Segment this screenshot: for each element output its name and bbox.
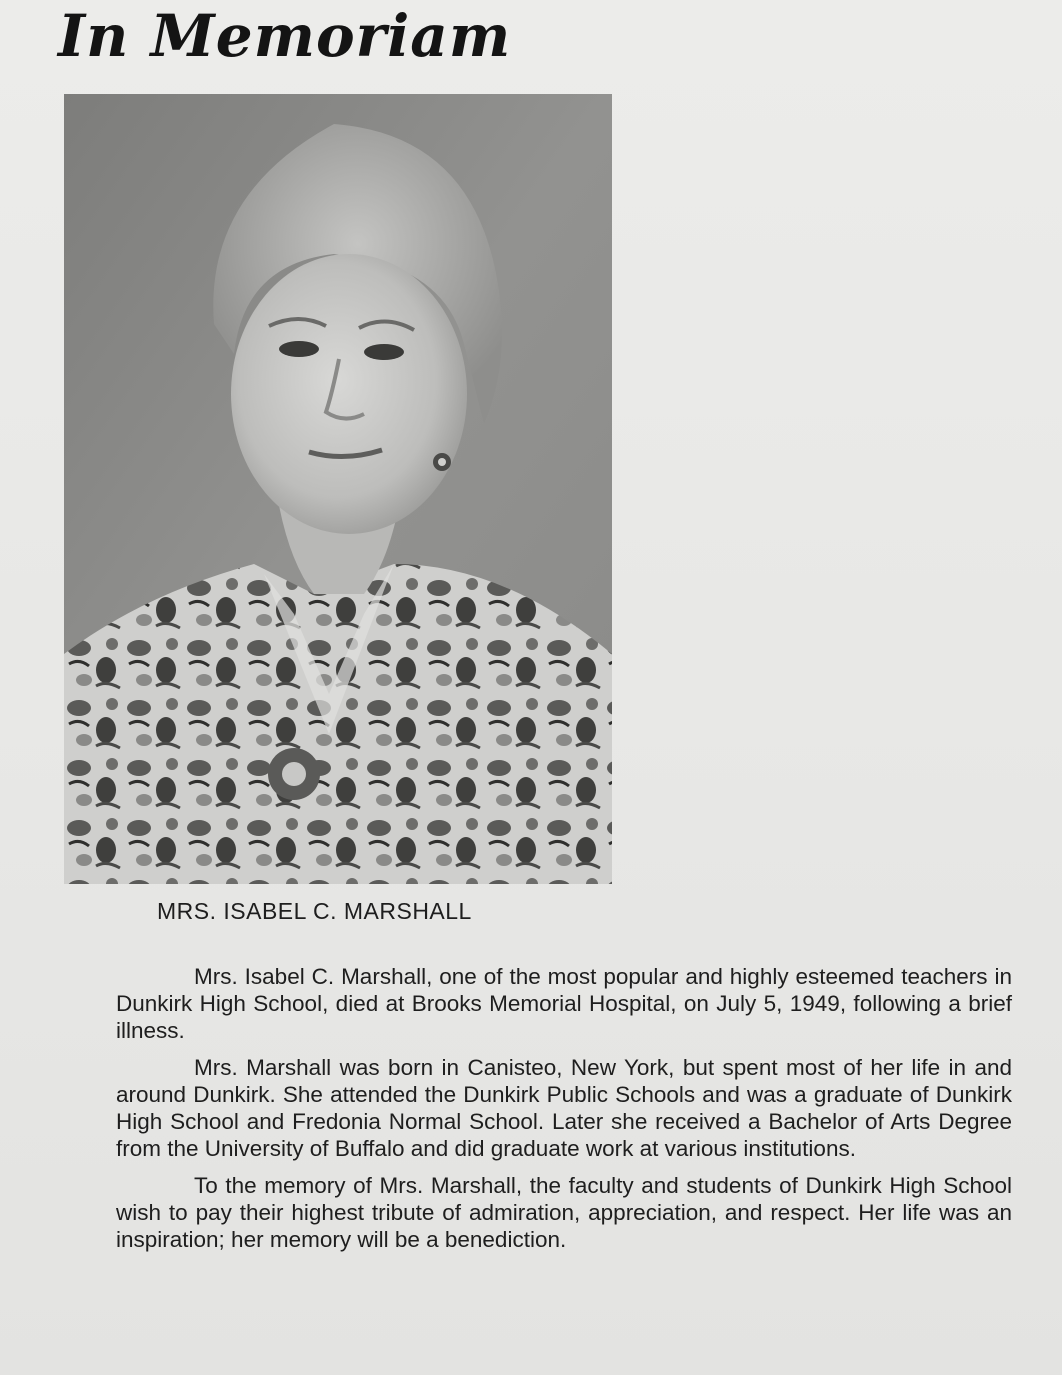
- paragraph: Mrs. Isabel C. Marshall, one of the most popular and highly esteemed teachers in Dunkirk High School, died at Brooks Memorial Hospital, on July 5, 1949, following a brief illness.: [116, 964, 1012, 1043]
- paragraph: To the memory of Mrs. Marshall, the faculty and students of Dunkirk High School wish to pay their highest tribute of admiration, appreciation, and respect. Her life was an inspiration; her memory will be a benediction.: [116, 1173, 1012, 1252]
- page-heading: In Memoriam: [58, 2, 512, 70]
- paragraph: Mrs. Marshall was born in Canisteo, New York, but spent most of her life in and around Dunkirk. She attended the Dunkirk Public Schools and was a graduate of Dunkirk High School and Fredonia Normal School. Later she received a Bachelor of Arts Degree from the University of Buffalo and did graduate work at various institutions.: [116, 1055, 1012, 1161]
- memorial-text: [116, 963, 1012, 1263]
- portrait-illustration: [64, 94, 612, 884]
- photo-caption: MRS. ISABEL C. MARSHALL: [157, 898, 472, 924]
- portrait-photo: [64, 94, 612, 884]
